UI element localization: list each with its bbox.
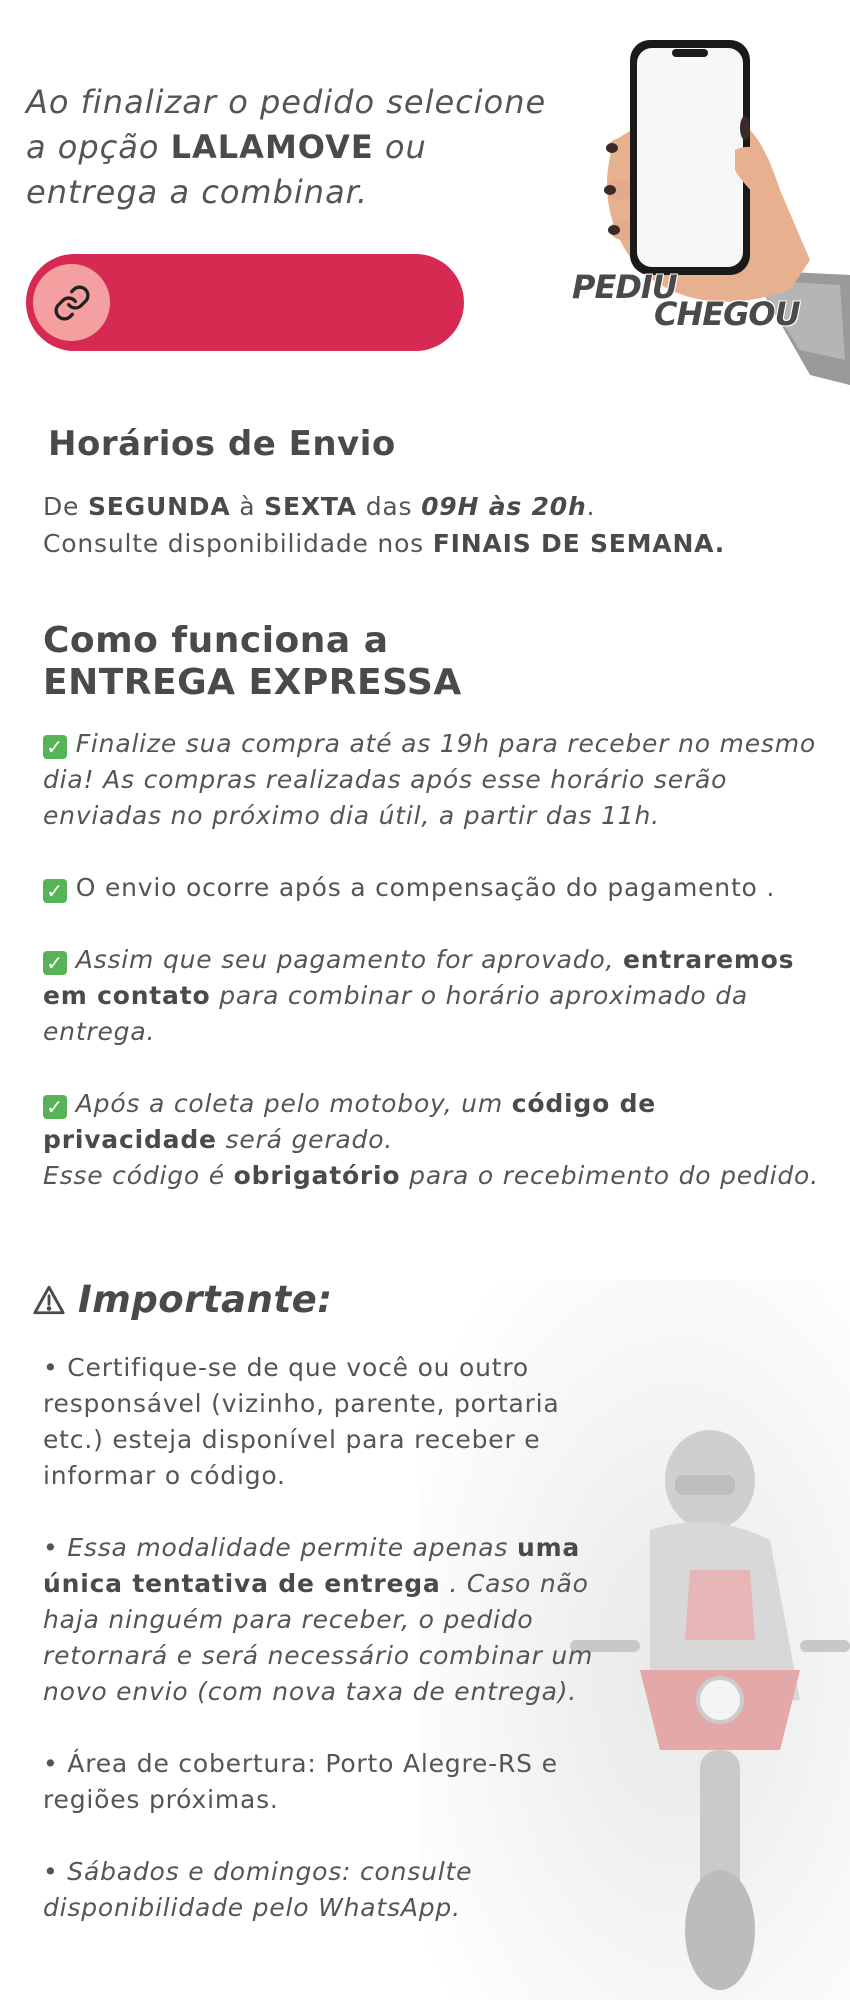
list-item	[43, 942, 823, 1050]
warning-icon	[32, 1284, 66, 1316]
express-title	[43, 620, 462, 704]
important-title-text: Importante:	[78, 1278, 333, 1321]
lalamove-option: LALAMOVE	[170, 128, 374, 166]
schedule-hours: 09H às 20h	[421, 492, 587, 521]
schedule-title: Horários de Envio	[48, 424, 396, 464]
list-item	[43, 1530, 603, 1710]
list-item-text: • Sábados e domingos: consulte disponibilidade pelo WhatsApp.	[43, 1857, 473, 1922]
check-icon: ✓	[43, 1095, 67, 1119]
list-item	[43, 1854, 603, 1926]
schedule-day-end: SEXTA	[264, 492, 357, 521]
schedule-text-part: .	[586, 492, 596, 521]
list-item-text: . Caso não haja ninguém para receber, o pedido retornará e será necessário combinar um novo envio (com nova taxa de entrega).	[43, 1569, 594, 1706]
intro-text-part: ou entrega a combinar.	[26, 128, 427, 211]
schedule-text	[43, 488, 823, 562]
list-item-emphasis: uma única tentativa de entrega	[43, 1533, 581, 1598]
check-icon: ✓	[43, 951, 67, 975]
list-item-text: para combinar o horário aproximado da entrega.	[43, 981, 749, 1046]
list-item-text: • Certifique-se de que você ou outro responsável (vizinho, parente, portaria etc.) esteja disponível para receber e informar o código.	[43, 1353, 560, 1490]
list-item	[43, 870, 823, 906]
list-item	[43, 726, 823, 834]
important-title	[32, 1278, 333, 1321]
list-item	[43, 1350, 603, 1494]
express-title-line: Como funciona a	[43, 620, 389, 661]
list-item	[43, 1746, 603, 1818]
schedule-text-part: à	[230, 492, 265, 521]
list-item-emphasis: obrigatório	[233, 1161, 401, 1190]
brand-chegou: CHEGOU	[654, 295, 800, 333]
express-title-line: ENTREGA EXPRESSA	[43, 662, 462, 703]
link-icon-circle	[33, 264, 110, 341]
schedule-line-1	[43, 488, 823, 525]
schedule-text-part: De	[43, 492, 88, 521]
schedule-text-part: das	[356, 492, 422, 521]
list-item-text: será gerado.	[216, 1125, 394, 1154]
list-item-text: • Área de cobertura: Porto Alegre-RS e regiões próximas.	[43, 1749, 558, 1814]
list-item-emphasis: código de privacidade	[43, 1089, 657, 1154]
list-item-text: O envio ocorre após a compensação do pagamento .	[75, 873, 776, 902]
hand-phone-image	[560, 30, 850, 390]
schedule-weekend: FINAIS DE SEMANA.	[432, 529, 726, 558]
check-icon: ✓	[43, 735, 67, 759]
list-item-emphasis: entraremos em contato	[43, 945, 795, 1010]
important-list	[43, 1350, 603, 1962]
list-item-text: Após a coleta pelo motoboy, um	[75, 1089, 512, 1118]
list-item-text: Esse código é	[43, 1161, 234, 1190]
check-icon: ✓	[43, 879, 67, 903]
schedule-day-start: SEGUNDA	[87, 492, 231, 521]
list-item-text: para o recebimento do pedido.	[400, 1161, 819, 1190]
list-item	[43, 1086, 823, 1194]
link-button[interactable]	[26, 254, 464, 351]
list-item-text: Assim que seu pagamento for aprovado,	[75, 945, 624, 974]
schedule-line-2	[43, 525, 823, 562]
list-item-text: Finalize sua compra até as 19h para receber no mesmo dia! As compras realizadas após esse horário serão enviadas no próximo dia útil, a partir das 11h.	[43, 729, 816, 830]
phone-illustration	[560, 30, 850, 390]
schedule-text-part: Consulte disponibilidade nos	[43, 529, 433, 558]
brand-pediu: PEDIU	[572, 268, 677, 306]
express-list	[43, 726, 823, 1230]
link-icon	[52, 283, 92, 323]
intro-text	[26, 80, 566, 215]
intro-text-part: Ao finalizar o pedido selecione a opção	[26, 83, 547, 166]
list-item-text: • Essa modalidade permite apenas	[43, 1533, 517, 1562]
